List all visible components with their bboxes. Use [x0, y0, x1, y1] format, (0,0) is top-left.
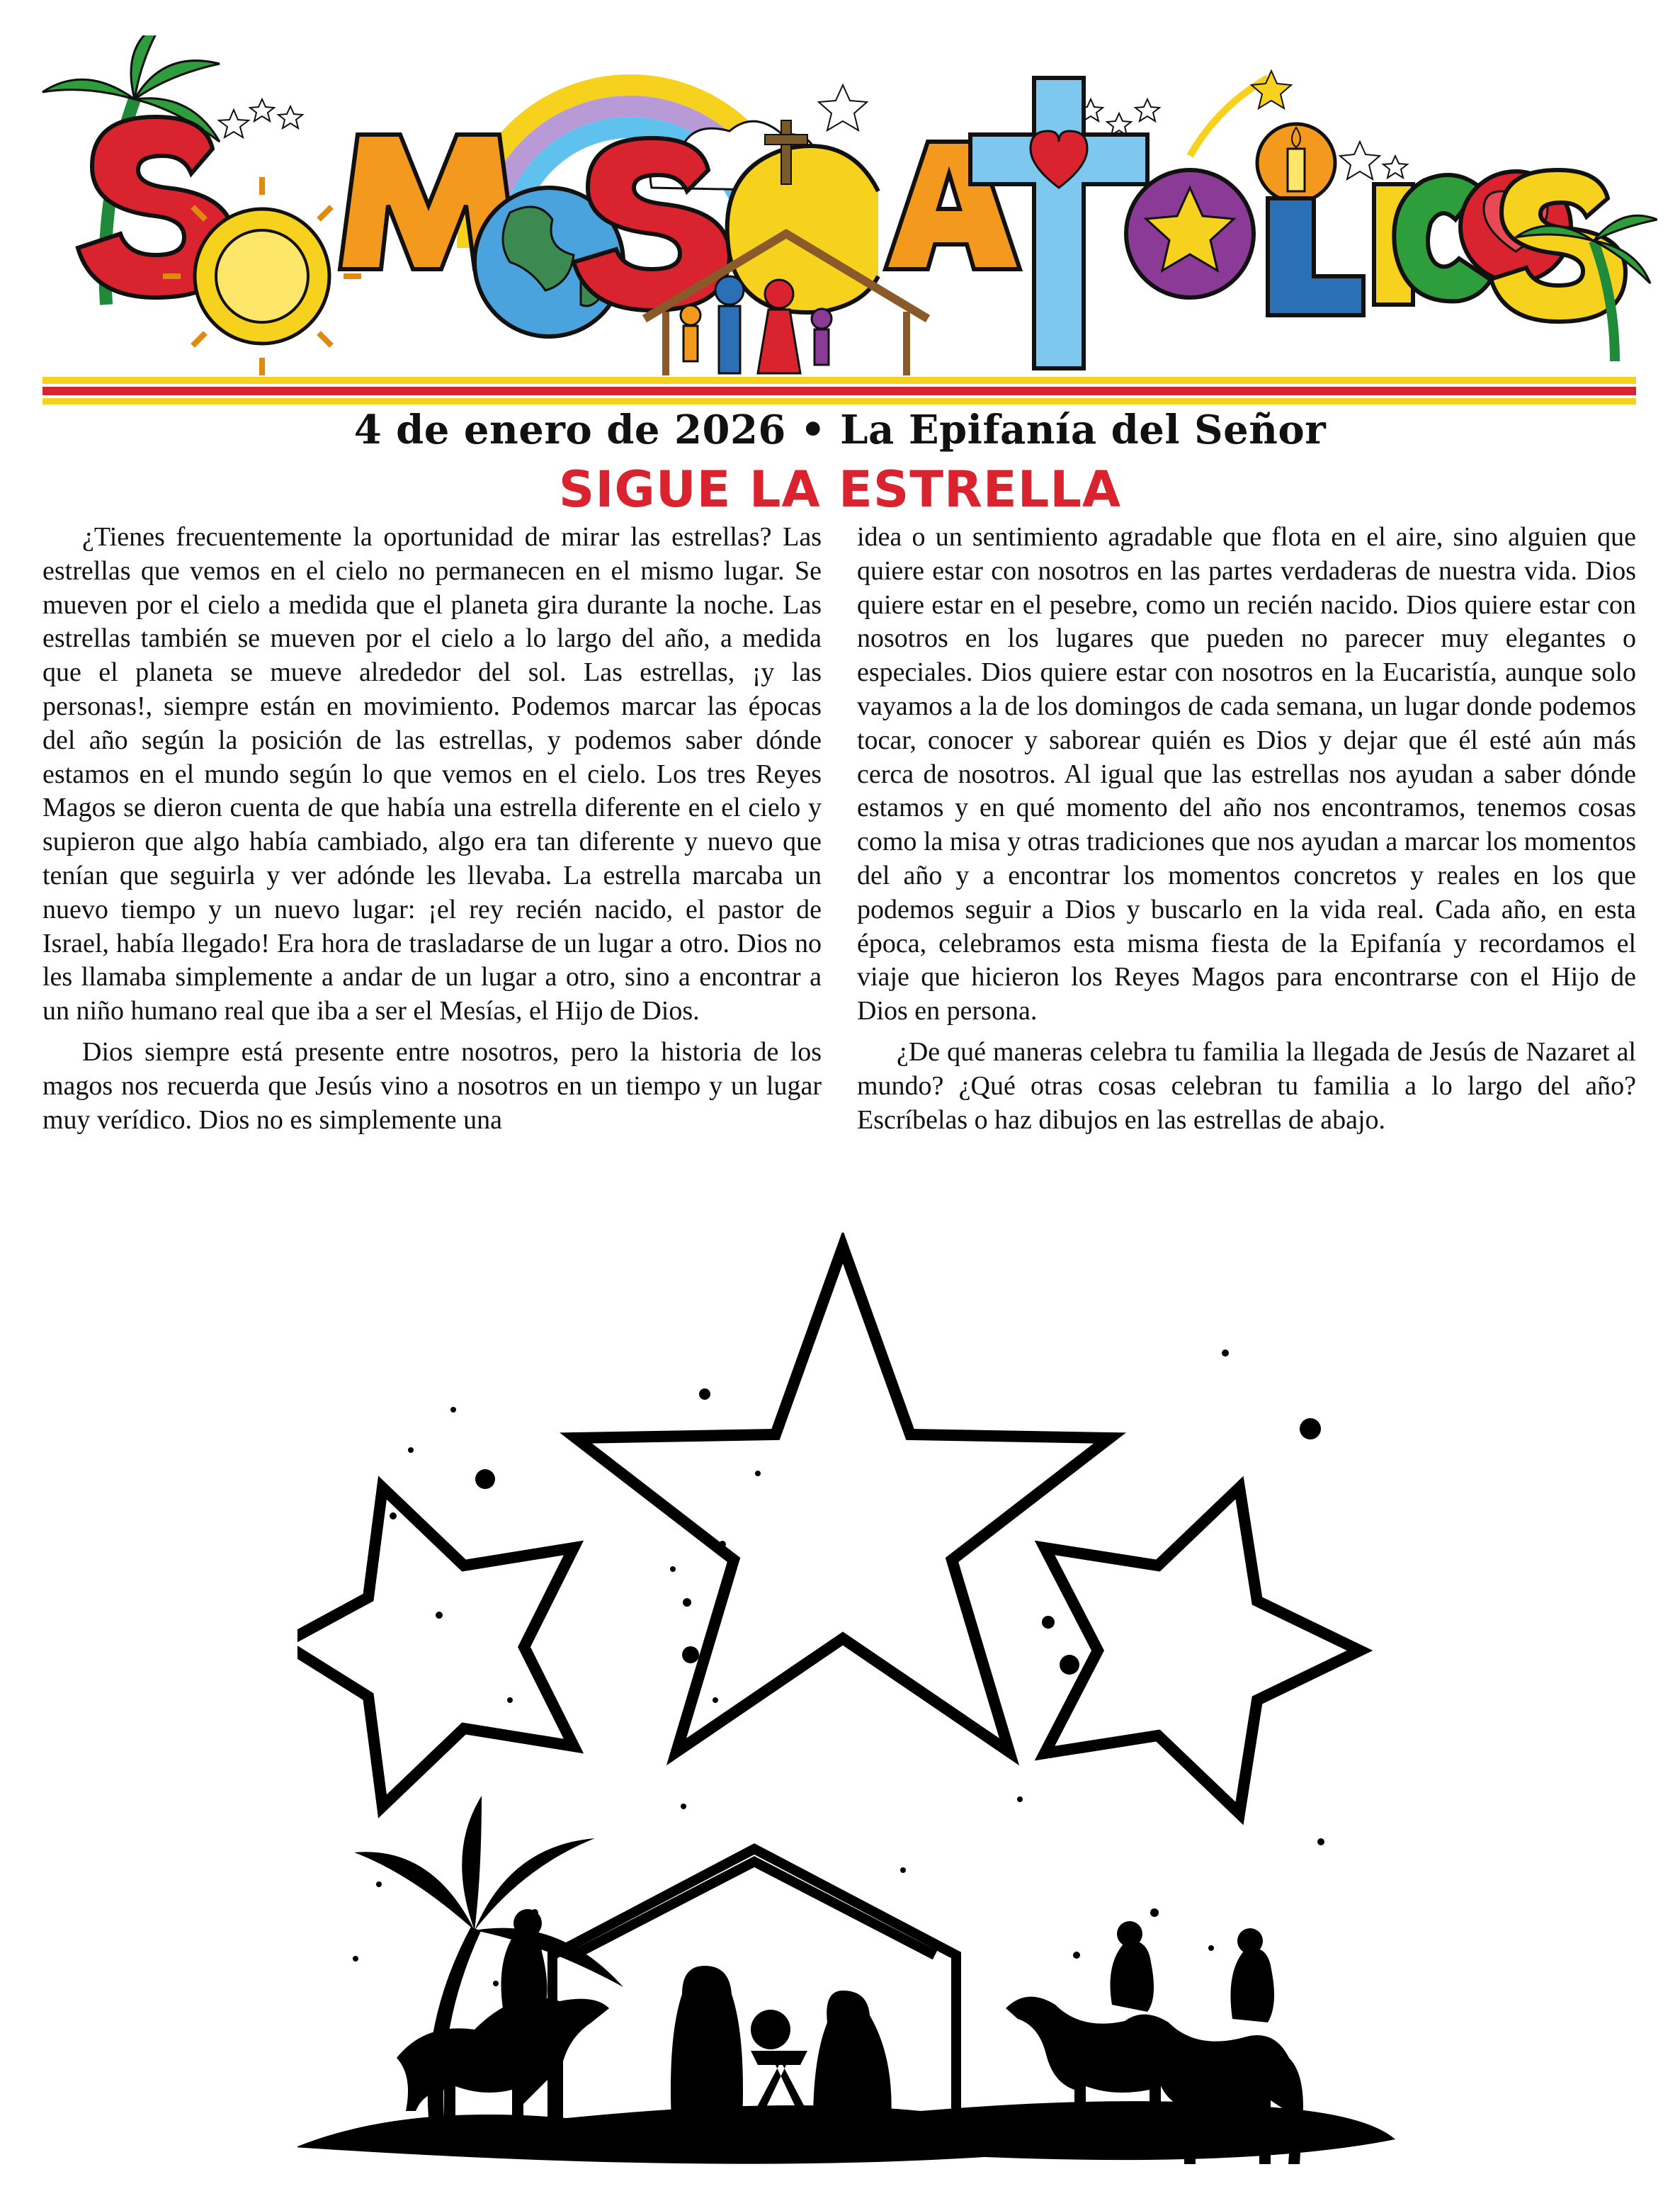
- somos-catolicos-logo: [28, 35, 1657, 383]
- article-paragraph: ¿De qué maneras celebra tu familia la llegada de Jesús de Nazaret al mundo? ¿Qué otras cosas celebran tu familia a lo largo del año? Escríbelas o haz dibujos en las estrellas de abajo.: [857, 1036, 1636, 1135]
- article-column-left: [42, 521, 822, 1144]
- divider-yellow-bottom: [42, 398, 1636, 404]
- article-paragraph: idea o un sentimiento agradable que flota en el aire, sino alguien que quiere estar con nosotros en las partes verdaderas de nuestra vida. Dios quiere estar en el pesebre, como un recién nacido. Dios quiere estar con nosotros en los lugares que pueden no parecer muy elegantes o especiales. Dios quiere estar con nosotros en la Eucaristía, aunque solo vayamos a la de los domingos de cada semana, un lugar donde podemos tocar, conocer y saborear quién es Dios y dejar que él esté aún más cerca de nosotros. Al igual que las estrellas nos ayudan a saber dónde estamos y en qué momento del año nos encontramos, tenemos cosas como la misa y otras tradiciones que nos ayudan a marcar los momentos del año y a encontrar los momentos concretos y reales en los que podemos seguir a Dios y buscarlo en la vida real. Cada año, en esta época, celebramos esta misma fiesta de la Epifanía y recordamos el viaje que hicieron los Reyes Magos para encontrarse con el Hijo de Dios en persona.: [857, 522, 1636, 1026]
- candle-icon: [1257, 124, 1335, 202]
- page-title: SIGUE LA ESTRELLA: [558, 460, 1122, 519]
- large-star-center-icon: [576, 1247, 1110, 1752]
- nativity-stars-illustration: [297, 1233, 1395, 2175]
- stable-icon: [552, 1849, 956, 2132]
- article-paragraph: Dios siempre está presente entre nosotros, pero la historia de los magos nos recuerda que Jesús vino a nosotros en un tiempo y un lugar muy verídico. Dios no es simplemente una: [42, 1036, 822, 1135]
- star-left-icon: [297, 1488, 574, 1806]
- divider-red: [42, 387, 1636, 395]
- star-circle-icon: [1126, 170, 1254, 298]
- logo-letter-l: [1268, 198, 1363, 315]
- article-paragraph: ¿Tienes frecuentemente la oportunidad de mirar las estrellas? Las estrellas que vemos en el cielo no permanecen en el mismo lugar. Se mueven por el cielo a medida que el planeta gira durante la noche. Las estrellas también se mueven por el cielo a lo largo del año, a medida que el planeta se mueve alrededor del sol. Las estrellas, ¡y las personas!, siempre están en movimiento. Podemos marcar las épocas del año según la posición de las estrellas, y podemos saber dónde estamos en el mundo según lo que vemos en el cielo. Los tres Reyes Magos se dieron cuenta de que había una estrella diferente en el cielo y supieron que algo había cambiado, algo era tan diferente y nuevo que tenían que seguirla y ver adónde les llevaba. La estrella marcaba un nuevo tiempo y un nuevo lugar: ¡el rey recién nacido, el pastor de Israel, había llegado! Era hora de trasladarse de un lugar a otro. Dios no les llamaba simplemente a andar de un lugar a otro, sino a encontrar a un niño humano real que iba a ser el Mesías, el Hijo de Dios.: [42, 522, 822, 1026]
- article-column-right: [857, 521, 1636, 1144]
- date-line: 4 de enero de 2026 • La Epifanía del Señor: [353, 407, 1327, 453]
- divider-yellow-top: [42, 377, 1636, 384]
- star-right-icon: [1045, 1488, 1360, 1813]
